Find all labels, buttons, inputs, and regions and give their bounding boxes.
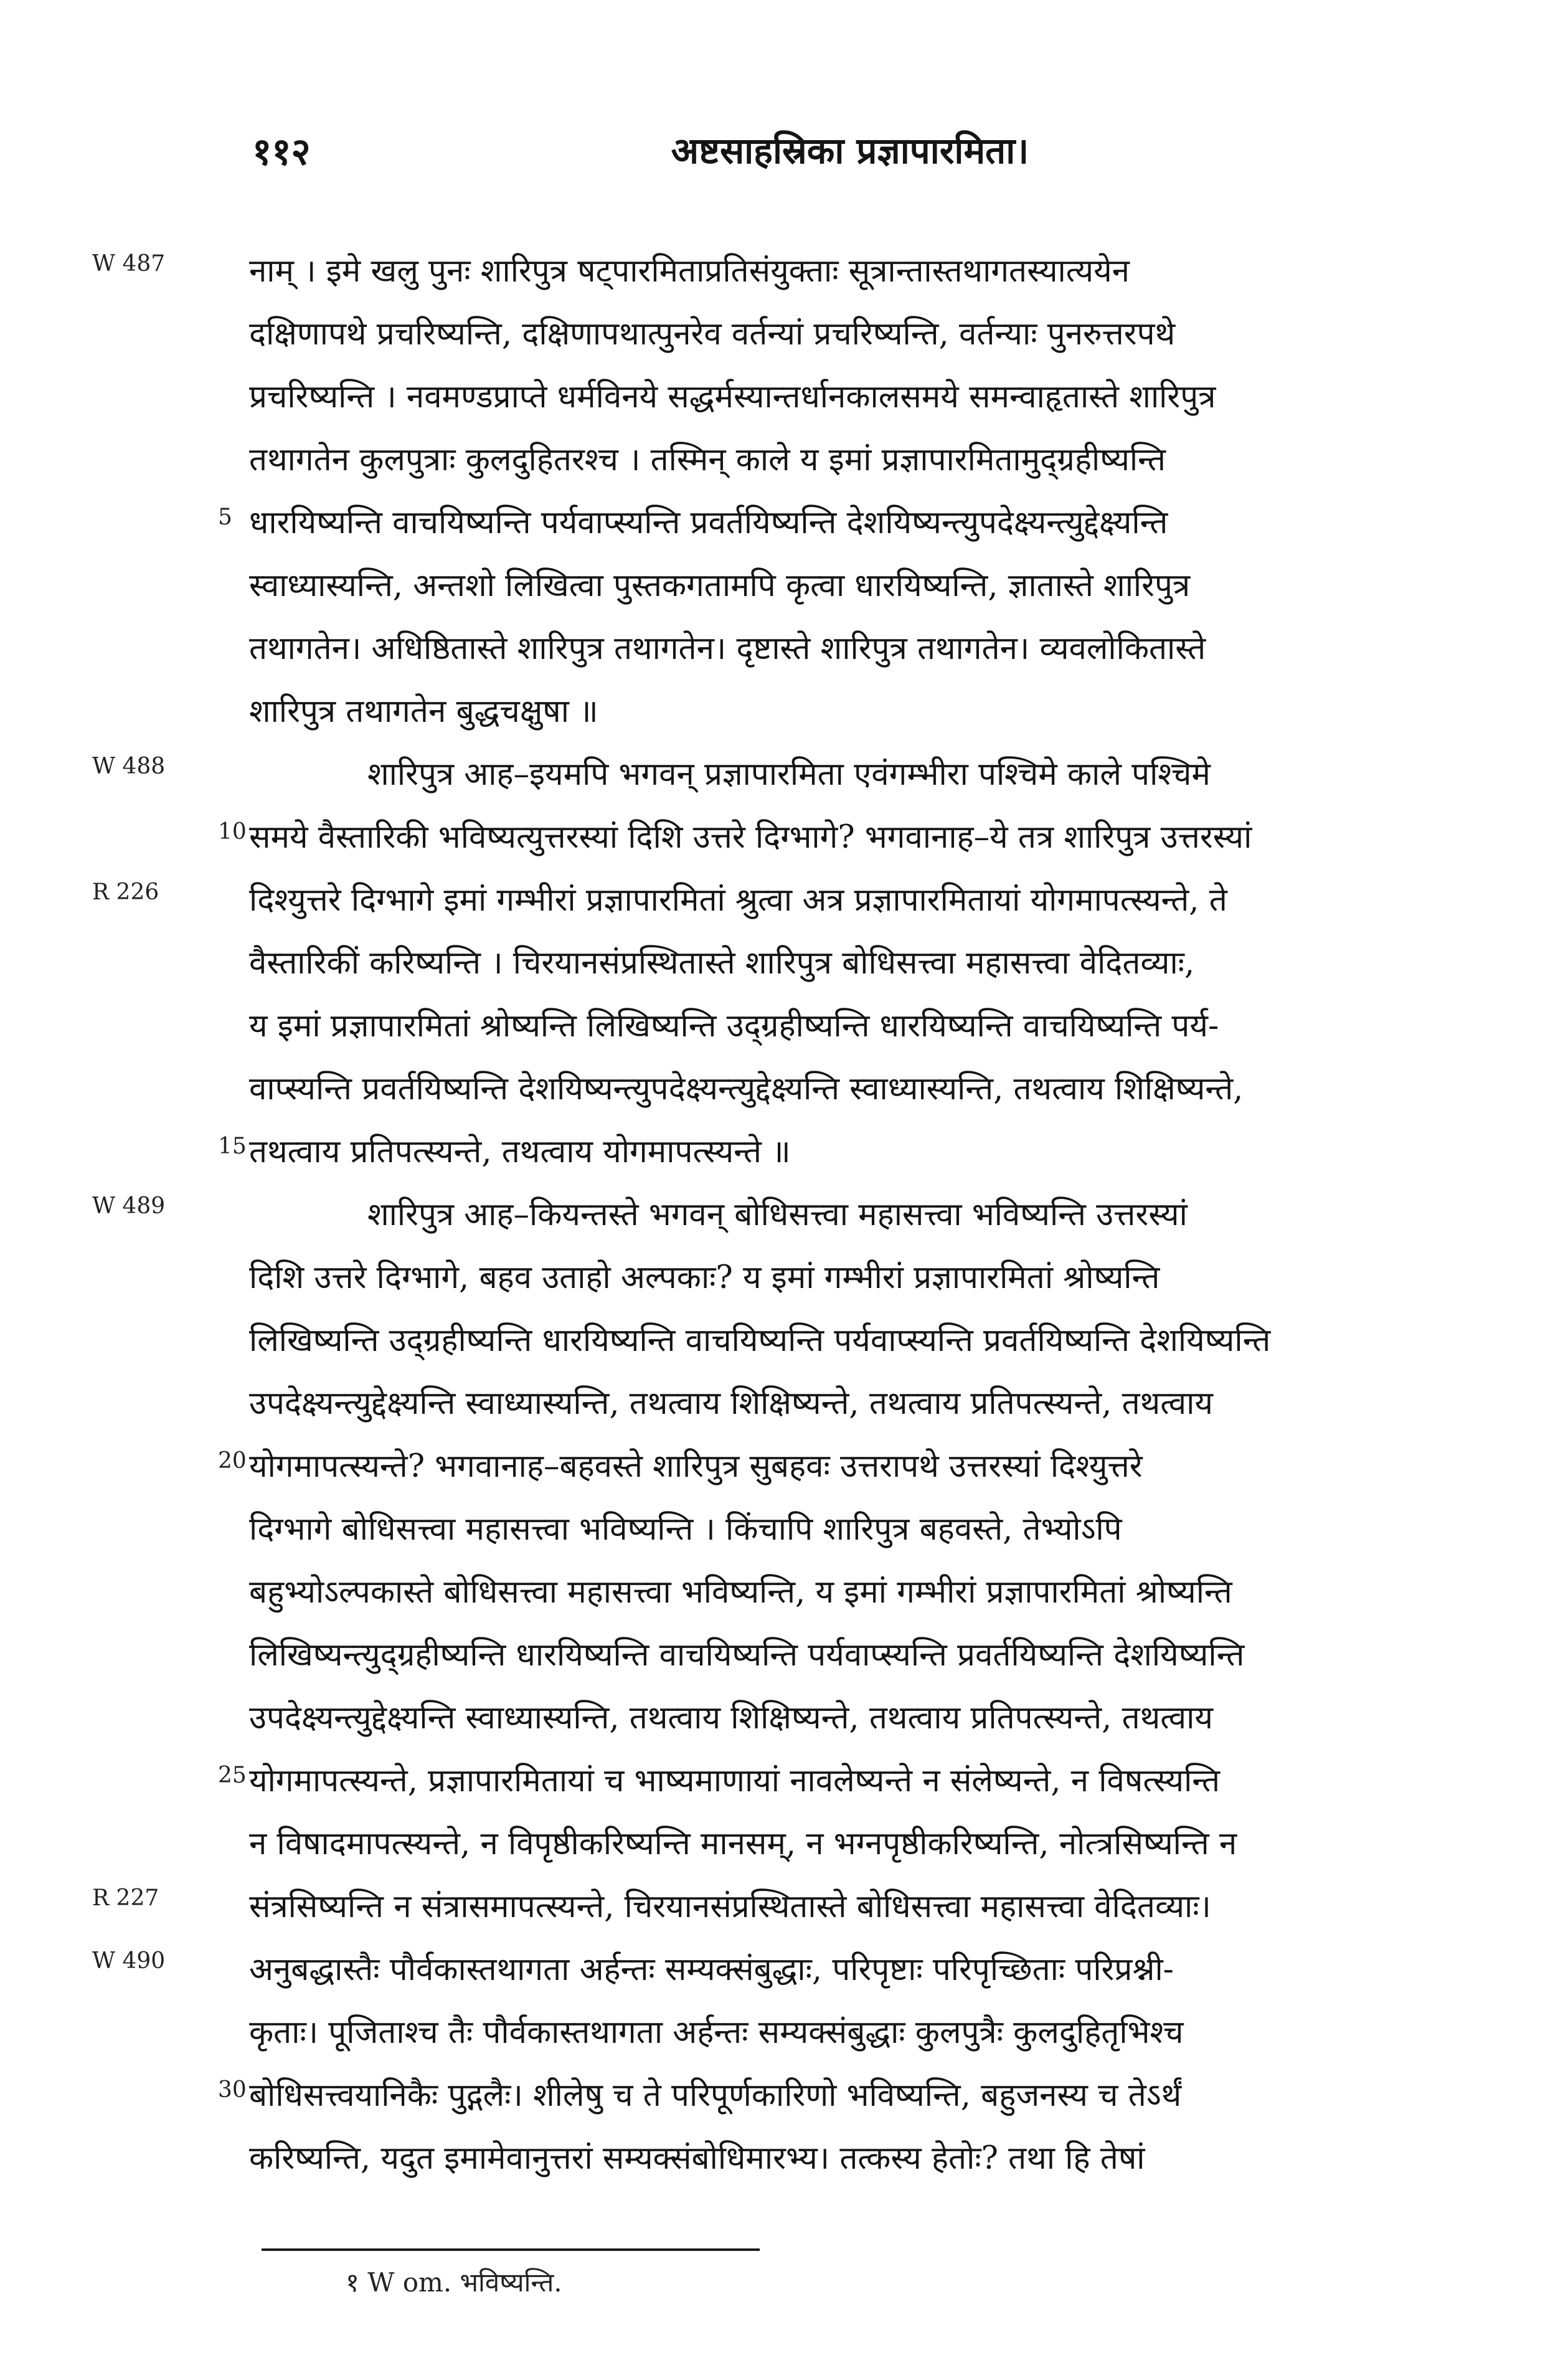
text-line: अनुबद्धास्तैः पौर्वकास्तथागता अर्हन्तः सम्यक्संबुद्धाः, परिपृष्टाः परिपृच्छिताः परिप्रश्नी- (249, 1951, 1174, 1988)
margin-ref: W 490 (92, 1948, 166, 1974)
margin-ref: W 489 (92, 1193, 166, 1219)
text-line: दिशि उत्तरे दिग्भागे, बहव उताहो अल्पकाः? य इमां गम्भीरां प्रज्ञापारमितां श्रोष्यन्ति (249, 1259, 1160, 1296)
footnote: १ W om. भविष्यन्ति. (346, 2267, 562, 2298)
text-line: लिखिष्यन्ति उद्ग्रहीष्यन्ति धारयिष्यन्ति वाचयिष्यन्ति पर्यवाप्स्यन्ति प्रवर्तयिष्यन्ति देशयिष्यन्ति (249, 1322, 1271, 1359)
text-line: दिश्युत्तरे दिग्भागे इमां गम्भीरां प्रज्ञापारमितां श्रुत्वा अत्र प्रज्ञापारमितायां योगमापत्स्यन्ते, ते (249, 882, 1227, 919)
line-number: 15 (218, 1134, 247, 1159)
margin-ref: W 487 (92, 251, 166, 277)
running-title: अष्टसाहस्रिका प्रज्ञापारमिता। (671, 130, 1029, 172)
text-line: बहुभ्योऽल्पकास्ते बोधिसत्त्वा महासत्त्वा भविष्यन्ति, य इमां गम्भीरां प्रज्ञापारमितां श्रोष्यन्ति (249, 1574, 1232, 1611)
text-line: लिखिष्यन्त्युद्ग्रहीष्यन्ति धारयिष्यन्ति वाचयिष्यन्ति पर्यवाप्स्यन्ति प्रवर्तयिष्यन्ति देशयिष्यन्ति (249, 1637, 1245, 1674)
text-line: शारिपुत्र तथागतेन बुद्धचक्षुषा ॥ (249, 693, 598, 730)
footnote-divider (262, 2248, 760, 2251)
page-header (246, 118, 1454, 187)
paragraph (249, 240, 1454, 743)
paragraph (249, 1183, 1454, 2190)
text-line: दक्षिणापथे प्रचरिष्यन्ति, दक्षिणापथात्पुनरेव वर्तन्यां प्रचरिष्यन्ति, वर्तन्याः पुनरुत्तरपथे (249, 316, 1176, 353)
text-line: तथागतेन कुलपुत्राः कुलदुहितरश्च । तस्मिन् काले य इमां प्रज्ञापारमितामुद्ग्रहीष्यन्ति (249, 442, 1166, 478)
body-text (249, 240, 1454, 2190)
text-line: योगमापत्स्यन्ते? भगवानाह–बहवस्ते शारिपुत्र सुबहवः उत्तरापथे उत्तरस्यां दिश्युत्तरे (249, 1448, 1143, 1485)
line-number: 20 (218, 1448, 247, 1474)
text-line: दिग्भागे बोधिसत्त्वा महासत्त्वा भविष्यन्ति । किंचापि शारिपुत्र बहवस्ते, तेभ्योऽपि (249, 1511, 1122, 1548)
text-line: संत्रसिष्यन्ति न संत्रासमापत्स्यन्ते, चिरयानसंप्रस्थितास्ते बोधिसत्त्वा महासत्त्वा वेदितव्याः। (249, 1888, 1211, 1925)
line-number: 10 (218, 819, 247, 845)
text-line: उपदेक्ष्यन्त्युद्देक्ष्यन्ति स्वाध्यास्यन्ति, तथत्वाय शिक्षिष्यन्ते, तथत्वाय प्रतिपत्स्यन्ते, तथत्वाय (249, 1385, 1213, 1422)
text-line: स्वाध्यास्यन्ति, अन्तशो लिखित्वा पुस्तकगतामपि कृत्वा धारयिष्यन्ति, ज्ञातास्ते शारिपुत्र (249, 567, 1191, 604)
line-number: 25 (218, 1763, 247, 1788)
text-line: उपदेक्ष्यन्त्युद्देक्ष्यन्ति स्वाध्यास्यन्ति, तथत्वाय शिक्षिष्यन्ते, तथत्वाय प्रतिपत्स्यन्ते, तथत्वाय (249, 1700, 1213, 1736)
text-line: नाम् । इमे खलु पुनः शारिपुत्र षट्पारमिताप्रतिसंयुक्ताः सूत्रान्तास्तथागतस्यात्ययेन (249, 253, 1130, 290)
text-line: न विषादमापत्स्यन्ते, न विपृष्ठीकरिष्यन्ति मानसम्, न भग्नपृष्ठीकरिष्यन्ति, नोत्त्रसिष्यन्ति न (249, 1826, 1237, 1862)
text-line: तथागतेन। अधिष्ठितास्ते शारिपुत्र तथागतेन। दृष्टास्ते शारिपुत्र तथागतेन। व्यवलोकितास्ते (249, 630, 1206, 667)
text-line: शारिपुत्र आह–कियन्तस्ते भगवन् बोधिसत्त्वा महासत्त्वा भविष्यन्ति उत्तरस्यां (367, 1196, 1188, 1233)
text-line: य इमां प्रज्ञापारमितां श्रोष्यन्ति लिखिष्यन्ति उद्ग्रहीष्यन्ति धारयिष्यन्ति वाचयिष्यन्ति पर्य- (249, 1008, 1219, 1044)
text-line: योगमापत्स्यन्ते, प्रज्ञापारमितायां च भाष्यमाणायां नावलेष्यन्ते न संलेष्यन्ते, न विषत्स्यन्ति (249, 1763, 1221, 1799)
text-line: करिष्यन्ति, यदुत इमामेवानुत्तरां सम्यक्संबोधिमारभ्य। तत्कस्य हेतोः? तथा हि तेषां (249, 2140, 1145, 2177)
page-number: ११२ (252, 130, 311, 174)
text-line: वैस्तारिकीं करिष्यन्ति । चिरयानसंप्रस्थितास्ते शारिपुत्र बोधिसत्त्वा महासत्त्वा वेदितव्याः, (249, 945, 1195, 982)
margin-ref: W 488 (92, 754, 166, 779)
text-line: कृताः। पूजिताश्च तैः पौर्वकास्तथागता अर्हन्तः सम्यक्संबुद्धाः कुलपुत्रैः कुलदुहितृभिश्च (249, 2014, 1184, 2051)
text-line: वाप्स्यन्ति प्रवर्तयिष्यन्ति देशयिष्यन्त्युपदेक्ष्यन्त्युद्देक्ष्यन्ति स्वाध्यास्यन्ति, तथत्वाय शिक्षिष्यन्ते, (249, 1071, 1244, 1107)
text-line: तथत्वाय प्रतिपत्स्यन्ते, तथत्वाय योगमापत्स्यन्ते ॥ (249, 1134, 791, 1170)
line-number: 30 (218, 2077, 247, 2103)
text-line: समये वैस्तारिकी भविष्यत्युत्तरस्यां दिशि उत्तरे दिग्भागे? भगवानाह–ये तत्र शारिपुत्र उत्तरस्यां (249, 819, 1252, 856)
line-number: 5 (218, 504, 232, 530)
margin-ref: R 227 (92, 1885, 159, 1911)
text-line: धारयिष्यन्ति वाचयिष्यन्ति पर्यवाप्स्यन्ति प्रवर्तयिष्यन्ति देशयिष्यन्त्युपदेक्ष्यन्त्युद्देक्ष्यन्ति (249, 504, 1168, 541)
paragraph (249, 743, 1454, 1183)
text-line: बोधिसत्त्वयानिकैः पुद्गलैः। शीलेषु च ते परिपूर्णकारिणो भविष्यन्ति, बहुजनस्य च तेऽर्थं (249, 2077, 1182, 2114)
text-line: प्रचरिष्यन्ति । नवमण्डप्राप्ते धर्मविनये सद्धर्मस्यान्तर्धानकालसमये समन्वाहृतास्ते शारिपुत्र (249, 379, 1216, 415)
text-line: शारिपुत्र आह–इयमपि भगवन् प्रज्ञापारमिता एवंगम्भीरा पश्चिमे काले पश्चिमे (367, 756, 1211, 793)
margin-ref: R 226 (92, 879, 159, 905)
